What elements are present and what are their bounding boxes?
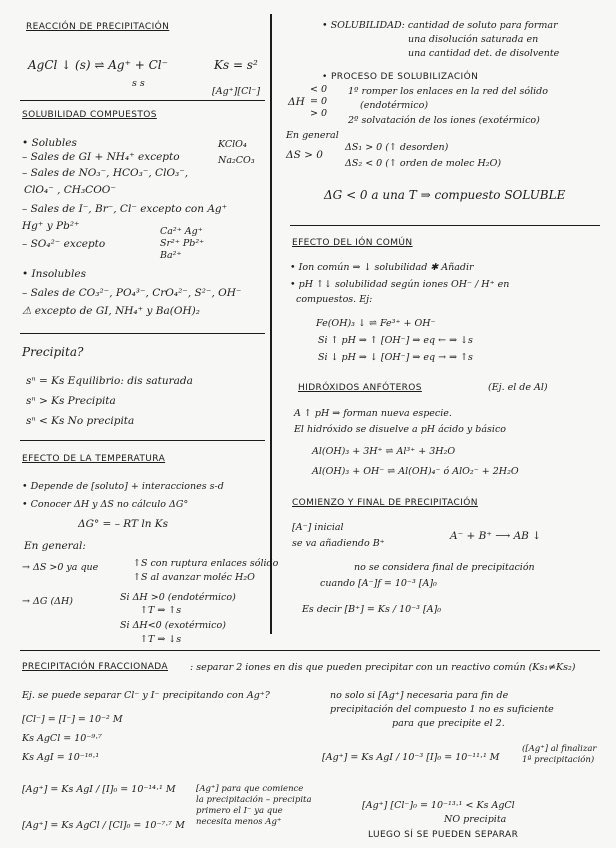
line: para que precipite el 2. bbox=[392, 718, 505, 729]
note: Ca²⁺ Ag⁺ bbox=[160, 226, 203, 237]
equation: Ks = s² bbox=[214, 58, 258, 72]
line: ΔG < 0 a una T ⇒ compuesto SOLUBLE bbox=[324, 188, 566, 202]
section-title: PRECIPITACIÓN FRACCIONADA bbox=[22, 662, 168, 672]
line: no solo si [Ag⁺] necesaria para fin de bbox=[330, 690, 509, 701]
note: Na₂CO₃ bbox=[218, 155, 255, 166]
note: Si ΔH >0 (endotérmico) bbox=[120, 592, 236, 603]
line: – SO₄²⁻ excepto bbox=[22, 238, 106, 250]
section-title: REACCIÓN DE PRECIPITACIÓN bbox=[26, 22, 170, 32]
section-title: Precipita? bbox=[22, 345, 84, 359]
equation: AgCl ↓ (s) ⇌ Ag⁺ + Cl⁻ bbox=[28, 58, 168, 72]
line: 1º romper los enlaces en la red del sólido bbox=[348, 86, 548, 97]
equation: A⁻ + B⁺ ⟶ AB ↓ bbox=[450, 530, 542, 542]
line: no se considera final de precipitación bbox=[354, 562, 535, 573]
label: ΔH bbox=[288, 96, 305, 108]
note: Ba²⁺ bbox=[160, 250, 182, 261]
line: A ↑ pH ⇒ forman nueva especie. bbox=[294, 408, 452, 419]
section-divider bbox=[20, 650, 600, 651]
column-divider bbox=[270, 14, 272, 634]
line: El hidróxido se disuelve a pH ácido y básico bbox=[294, 424, 507, 435]
line: – Sales de GI + NH₄⁺ excepto bbox=[22, 151, 180, 163]
note: KClO₄ bbox=[218, 139, 247, 150]
note: : separar 2 iones en dis que pueden precipitar con un reactivo común (Ks₁≠Ks₂) bbox=[190, 662, 576, 673]
conclusion: LUEGO SÍ SE PUEDEN SEPARAR bbox=[368, 830, 519, 840]
line: → ΔG (ΔH) bbox=[22, 596, 74, 607]
line: • Insolubles bbox=[22, 268, 86, 280]
label: ΔS > 0 bbox=[286, 149, 323, 161]
line: ClO₄⁻ , CH₃COO⁻ bbox=[24, 184, 116, 196]
line: → ΔS >0 ya que bbox=[22, 562, 99, 573]
line: (endotérmico) bbox=[360, 100, 429, 111]
label: < 0 bbox=[310, 84, 328, 95]
note: ([Ag⁺] al finalizar 1ª precipitación) bbox=[522, 744, 597, 766]
line: precipitación del compuesto 1 no es suficiente bbox=[330, 704, 554, 715]
equation: [Ag⁺] = Ks AgI / [I]₀ = 10⁻¹⁴·¹ M bbox=[22, 784, 176, 795]
line: • Conocer ΔH y ΔS no cálculo ΔG° bbox=[22, 499, 189, 510]
line: Ks AgI = 10⁻¹⁶·¹ bbox=[22, 752, 100, 763]
line: Ej. se puede separar Cl⁻ y I⁻ precipitando con Ag⁺? bbox=[22, 690, 270, 701]
section-divider bbox=[20, 100, 265, 101]
note: Sr²⁺ Pb²⁺ bbox=[160, 238, 205, 249]
note: ↑S al avanzar moléc H₂O bbox=[133, 572, 255, 583]
line: sⁿ > Ks Precipita bbox=[26, 395, 116, 407]
line: Si ↓ pH ⇒ ↓ [OH⁻] ⇒ eq → ⇒ ↑s bbox=[318, 352, 473, 363]
section-title: EFECTO DEL IÓN COMÚN bbox=[292, 238, 413, 248]
note: En general bbox=[286, 130, 339, 141]
section-divider bbox=[290, 225, 600, 226]
line: • Depende de [soluto] + interacciones s-d bbox=[22, 481, 224, 492]
label: = 0 bbox=[310, 96, 328, 107]
line: – Sales de I⁻, Br⁻, Cl⁻ excepto con Ag⁺ bbox=[22, 203, 228, 215]
line: sⁿ = Ks Equilibrio: dis saturada bbox=[26, 375, 193, 387]
section-divider bbox=[20, 333, 265, 334]
line: • SOLUBILIDAD: cantidad de soluto para formar bbox=[322, 20, 558, 31]
line: – Sales de CO₃²⁻, PO₄³⁻, CrO₄²⁻, S²⁻, OH⁻ bbox=[22, 287, 242, 299]
equation: Al(OH)₃ + OH⁻ ⇌ Al(OH)₄⁻ ó AlO₂⁻ + 2H₂O bbox=[312, 466, 519, 477]
equation: Fe(OH)₃ ↓ ⇌ Fe³⁺ + OH⁻ bbox=[316, 318, 436, 329]
line: • PROCESO DE SOLUBILIZACIÓN bbox=[322, 72, 479, 82]
label: > 0 bbox=[310, 108, 328, 119]
equation: cuando [A⁻]f = 10⁻³ [A]₀ bbox=[320, 578, 437, 589]
line: Si ↑ pH ⇒ ↑ [OH⁻] ⇒ eq ← ⇒ ↓s bbox=[318, 335, 473, 346]
note: ↑T ⇒ ↓s bbox=[140, 634, 182, 645]
equation: Al(OH)₃ + 3H⁺ ⇌ Al³⁺ + 3H₂O bbox=[312, 446, 456, 457]
line: se va añadiendo B⁺ bbox=[292, 538, 385, 549]
line: En general: bbox=[24, 540, 86, 552]
equation: Es decir [B⁺] = Ks / 10⁻³ [A]₀ bbox=[302, 604, 442, 615]
line: ΔS₁ > 0 (↑ desorden) bbox=[345, 142, 449, 153]
line: • Solubles bbox=[22, 137, 77, 149]
line: – Sales de NO₃⁻, HCO₃⁻, ClO₃⁻, bbox=[22, 167, 189, 179]
line: • Ion común ⇒ ↓ solubilidad ✱ Añadir bbox=[290, 262, 474, 273]
line: Hg⁺ y Pb²⁺ bbox=[22, 220, 80, 232]
line: Ks AgCl = 10⁻⁹·⁷ bbox=[22, 733, 102, 744]
note: ↑S con ruptura enlaces sólido bbox=[133, 558, 279, 569]
note: Si ΔH<0 (exotérmico) bbox=[120, 620, 226, 631]
note: ↑T ⇒ ↑s bbox=[140, 605, 182, 616]
line: • pH ↑↓ solubilidad según iones OH⁻ / H⁺ en bbox=[290, 279, 510, 290]
section-title: HIDRÓXIDOS ANFÓTEROS bbox=[298, 383, 422, 393]
section-divider bbox=[20, 440, 265, 441]
note: NO precipita bbox=[444, 814, 507, 825]
line: ⚠ excepto de GI, NH₄⁺ y Ba(OH)₂ bbox=[22, 305, 200, 317]
line: compuestos. Ej: bbox=[296, 294, 373, 305]
equation: ΔG° = – RT ln Ks bbox=[78, 518, 169, 530]
note: [Ag⁺][Cl⁻] bbox=[212, 86, 261, 97]
line: [A⁻] inicial bbox=[292, 522, 344, 533]
line: una cantidad det. de disolvente bbox=[408, 48, 560, 59]
line: sⁿ < Ks No precipita bbox=[26, 415, 135, 427]
line: 2º solvatación de los iones (exotérmico) bbox=[348, 115, 540, 126]
section-title: SOLUBILIDAD COMPUESTOS bbox=[22, 110, 157, 120]
equation: [Ag⁺] [Cl⁻]₀ = 10⁻¹³·¹ < Ks AgCl bbox=[362, 800, 515, 811]
note: [Ag⁺] para que comience la precipitación – precipita primero el I⁻ ya que necesita menos Ag⁺ bbox=[196, 784, 312, 828]
label: s s bbox=[132, 78, 145, 89]
section-title: COMIENZO Y FINAL DE PRECIPITACIÓN bbox=[292, 498, 478, 508]
line: [Cl⁻] = [I⁻] = 10⁻² M bbox=[22, 714, 123, 725]
equation: [Ag⁺] = Ks AgCl / [Cl]₀ = 10⁻⁷·⁷ M bbox=[22, 820, 185, 831]
equation: [Ag⁺] = Ks AgI / 10⁻³ [I]₀ = 10⁻¹¹·¹ M bbox=[322, 752, 500, 763]
note: (Ej. el de Al) bbox=[488, 382, 548, 393]
line: ΔS₂ < 0 (↑ orden de molec H₂O) bbox=[345, 158, 502, 169]
line: una disolución saturada en bbox=[408, 34, 539, 45]
section-title: EFECTO DE LA TEMPERATURA bbox=[22, 454, 166, 464]
